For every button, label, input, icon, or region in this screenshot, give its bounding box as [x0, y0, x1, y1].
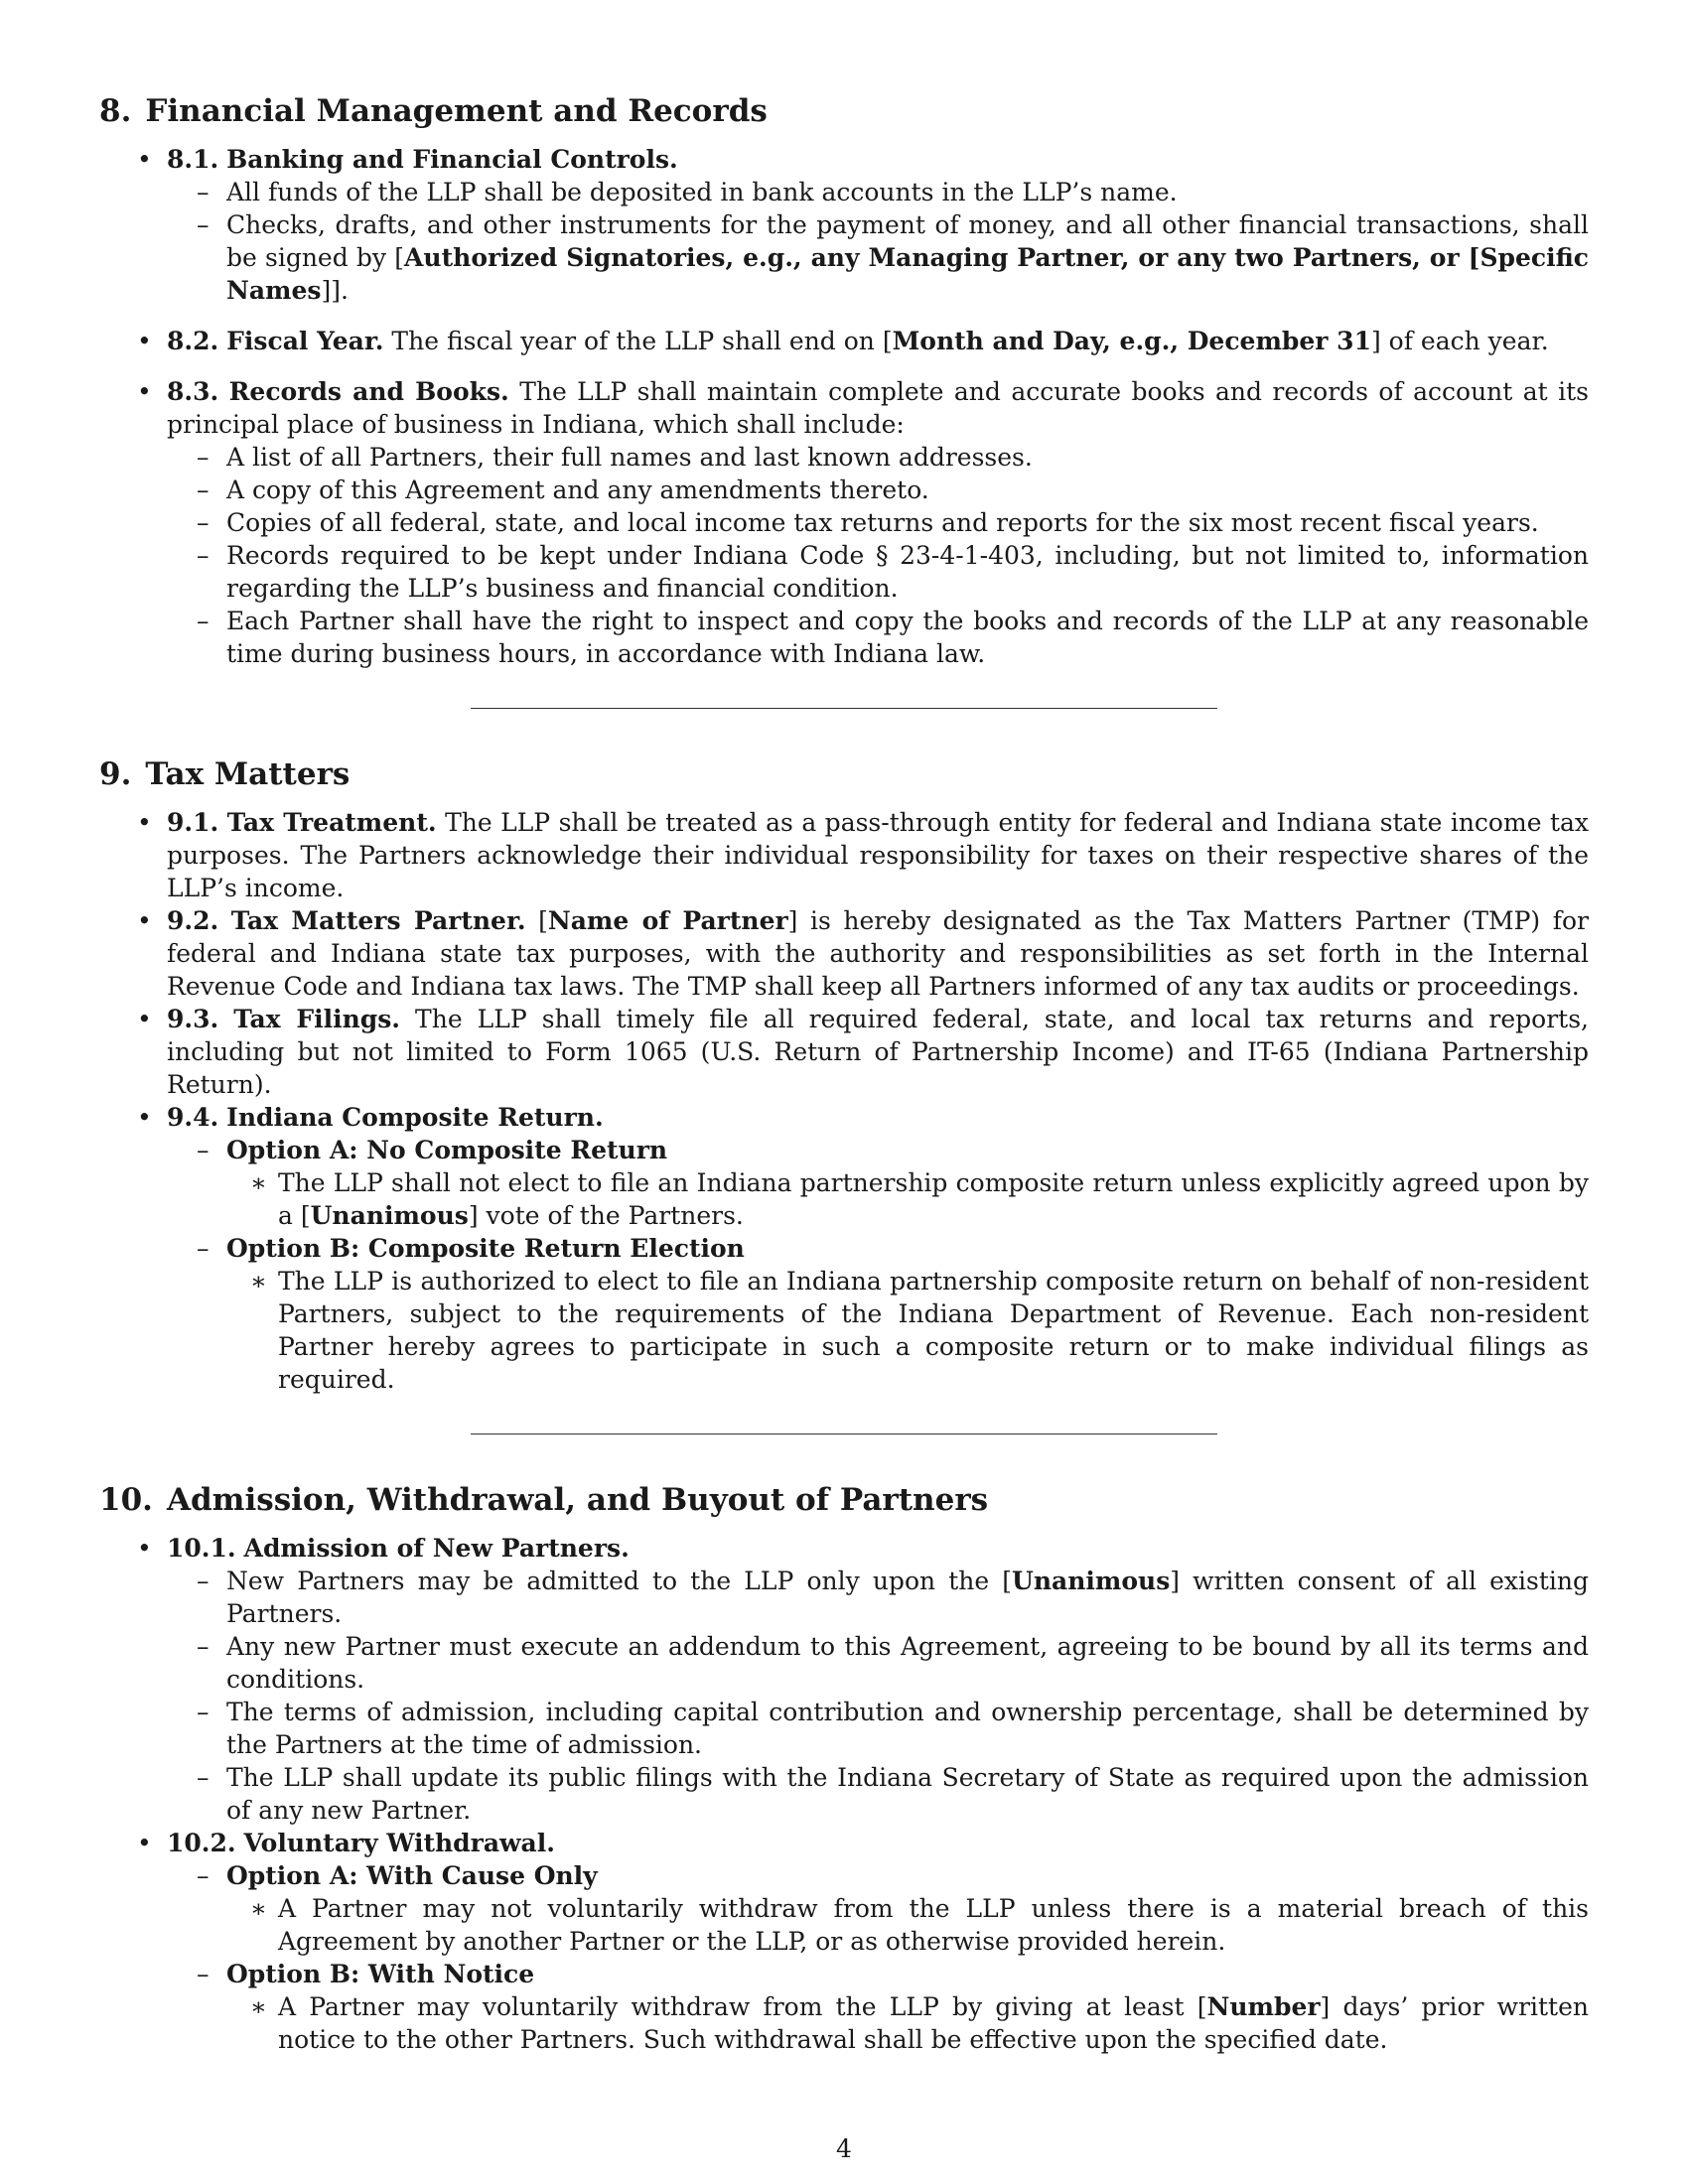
clause-9-4: • 9.4. Indiana Composite Return. – Option A: No Composite Return ∗ The LLP shall not elect to file an Indiana partnership composite return unless explicitly agreed upon by a [Unanimous] vote of the Partners. – Option B: Composite Return Election ∗ The LLP is authorized to elect to file an Indiana partnership composite return on behalf of non-resident Partners, subject to the requirements of the Indiana Department of Revenue. Each non-resident Partner hereby agrees to participate in such a composite return or to make individual filings as required. [99, 1101, 1589, 1396]
section-divider [471, 708, 1217, 709]
section-9-heading: 9. Tax Matters [99, 756, 351, 792]
option-b: – Option B: Composite Return Election ∗ The LLP is authorized to elect to file an Indiana partnership composite return on behalf of non-resident Partners, subject to the requirements of the Indiana Department of Revenue. Each non-resident Partner hereby agrees to participate in such a composite return or to make individual filings as required. [167, 1232, 1589, 1396]
list-item: ∗ A Partner may not voluntarily withdraw from the LLP unless there is a material breach of this Agreement by another Partner or the LLP, or as otherwise provided herein. [226, 1892, 1589, 1958]
list-item: – All funds of the LLP shall be deposited in bank accounts in the LLP’s name. [167, 176, 1589, 208]
clause-8-1: • 8.1. Banking and Financial Controls. – All funds of the LLP shall be deposited in bank accounts in the LLP’s name. – Checks, drafts, and other instruments for the payment of money, and all other financial transactions, shall be signed by [Authorized Signatories, e.g., any Managing Partner, or any two Partners, or [Specific Names]]. [99, 143, 1589, 307]
option-a: – Option A: No Composite Return ∗ The LLP shall not elect to file an Indiana partnership composite return unless explicitly agreed upon by a [Unanimous] vote of the Partners. [167, 1134, 1589, 1232]
clause-8-3: • 8.3. Records and Books. The LLP shall maintain complete and accurate books and records of account at its principal place of business in Indiana, which shall include: – A list of all Partners, their full names and last known addresses. – A copy of this Agreement and any amendments thereto. – Copies of all federal, state, and local income tax returns and reports for the six most recent fiscal years. – Records required to be kept under Indiana Code § 23-4-1-403, including, but not limited to, information regarding the LLP’s business and financial condition. – Each Partner shall have the right to inspect and copy the books and records of the LLP at any reasonable time during business hours, in accordance with Indiana law. [99, 375, 1589, 670]
list-item: – A list of all Partners, their full names and last known addresses. [167, 441, 1589, 474]
list-item: – A copy of this Agreement and any amendments thereto. [167, 474, 1589, 506]
section-8-heading: 8. Financial Management and Records [99, 93, 768, 129]
list-item: – The terms of admission, including capital contribution and ownership percentage, shall be determined by the Partners at the time of admission. [167, 1696, 1589, 1761]
clause-10-1-list [167, 1565, 1589, 1827]
clause-10-2-options [167, 1859, 1589, 2056]
clause-9-4-options [167, 1134, 1589, 1396]
list-item: ∗ The LLP is authorized to elect to file an Indiana partnership composite return on behalf of non-resident Partners, subject to the requirements of the Indiana Department of Revenue. Each non-resident Partner hereby agrees to participate in such a composite return or to make individual filings as required. [226, 1265, 1589, 1396]
option-a: – Option A: With Cause Only ∗ A Partner may not voluntarily withdraw from the LLP unless there is a material breach of this Agreement by another Partner or the LLP, or as otherwise provided herein. [167, 1859, 1589, 1958]
section-10-heading: 10. Admission, Withdrawal, and Buyout of Partners [99, 1482, 989, 1518]
section-divider [471, 1433, 1217, 1434]
clause-10-2: • 10.2. Voluntary Withdrawal. – Option A: With Cause Only ∗ A Partner may not voluntarily withdraw from the LLP unless there is a material breach of this Agreement by another Partner or the LLP, or as otherwise provided herein. – Option B: With Notice ∗ A Partner may voluntarily withdraw from the LLP by giving at least [Number] days’ prior written notice to the other Partners. Such withdrawal shall be effective upon the specified date. [99, 1827, 1589, 2056]
option-b: – Option B: With Notice ∗ A Partner may voluntarily withdraw from the LLP by giving at least [Number] days’ prior written notice to the other Partners. Such withdrawal shall be effective upon the specified date. [167, 1958, 1589, 2056]
option-a-list [226, 1892, 1589, 1958]
page-number: 4 [836, 2134, 852, 2163]
list-item: – The LLP shall update its public filings with the Indiana Secretary of State as required upon the admission of any new Partner. [167, 1761, 1589, 1827]
option-b-list [226, 1990, 1589, 2056]
list-item: – Checks, drafts, and other instruments for the payment of money, and all other financial transactions, shall be signed by [Authorized Signatories, e.g., any Managing Partner, or any two Partners, or [Specific Names]]. [167, 208, 1589, 307]
clause-9-2: • 9.2. Tax Matters Partner. [Name of Partner] is hereby designated as the Tax Matters Partner (TMP) for federal and Indiana state tax purposes, with the authority and responsibilities as set forth in the Internal Revenue Code and Indiana tax laws. The TMP shall keep all Partners informed of any tax audits or proceedings. [99, 904, 1589, 1003]
list-item: – New Partners may be admitted to the LLP only upon the [Unanimous] written consent of all existing Partners. [167, 1565, 1589, 1630]
clause-8-3-list [167, 441, 1589, 670]
option-b-list [226, 1265, 1589, 1396]
clause-9-3: • 9.3. Tax Filings. The LLP shall timely file all required federal, state, and local tax returns and reports, including but not limited to Form 1065 (U.S. Return of Partnership Income) and IT-65 (Indiana Partnership Return). [99, 1003, 1589, 1101]
clause-10-1: • 10.1. Admission of New Partners. – New Partners may be admitted to the LLP only upon the [Unanimous] written consent of all existing Partners. – Any new Partner must execute an addendum to this Agreement, agreeing to be bound by all its terms and conditions. – The terms of admission, including capital contribution and ownership percentage, shall be determined by the Partners at the time of admission. – The LLP shall update its public filings with the Indiana Secretary of State as required upon the admission of any new Partner. [99, 1532, 1589, 1827]
section-8-list [99, 143, 1589, 670]
option-a-list [226, 1166, 1589, 1232]
list-item: ∗ The LLP shall not elect to file an Indiana partnership composite return unless explicitly agreed upon by a [Unanimous] vote of the Partners. [226, 1166, 1589, 1232]
list-item: – Each Partner shall have the right to inspect and copy the books and records of the LLP at any reasonable time during business hours, in accordance with Indiana law. [167, 605, 1589, 670]
list-item: – Records required to be kept under Indiana Code § 23-4-1-403, including, but not limited to, information regarding the LLP’s business and financial condition. [167, 539, 1589, 605]
clause-8-2: • 8.2. Fiscal Year. The fiscal year of the LLP shall end on [Month and Day, e.g., December 31] of each year. [99, 325, 1589, 357]
list-item: – Any new Partner must execute an addendum to this Agreement, agreeing to be bound by all its terms and conditions. [167, 1630, 1589, 1696]
section-9-list [99, 806, 1589, 1396]
list-item: ∗ A Partner may voluntarily withdraw from the LLP by giving at least [Number] days’ prior written notice to the other Partners. Such withdrawal shall be effective upon the specified date. [226, 1990, 1589, 2056]
clause-9-1: • 9.1. Tax Treatment. The LLP shall be treated as a pass-through entity for federal and Indiana state income tax purposes. The Partners acknowledge their individual responsibility for taxes on their respective shares of the LLP’s income. [99, 806, 1589, 904]
document-page [99, 89, 1589, 2056]
list-item: – Copies of all federal, state, and local income tax returns and reports for the six most recent fiscal years. [167, 506, 1589, 539]
clause-8-1-list [167, 176, 1589, 307]
section-10-list [99, 1532, 1589, 2056]
